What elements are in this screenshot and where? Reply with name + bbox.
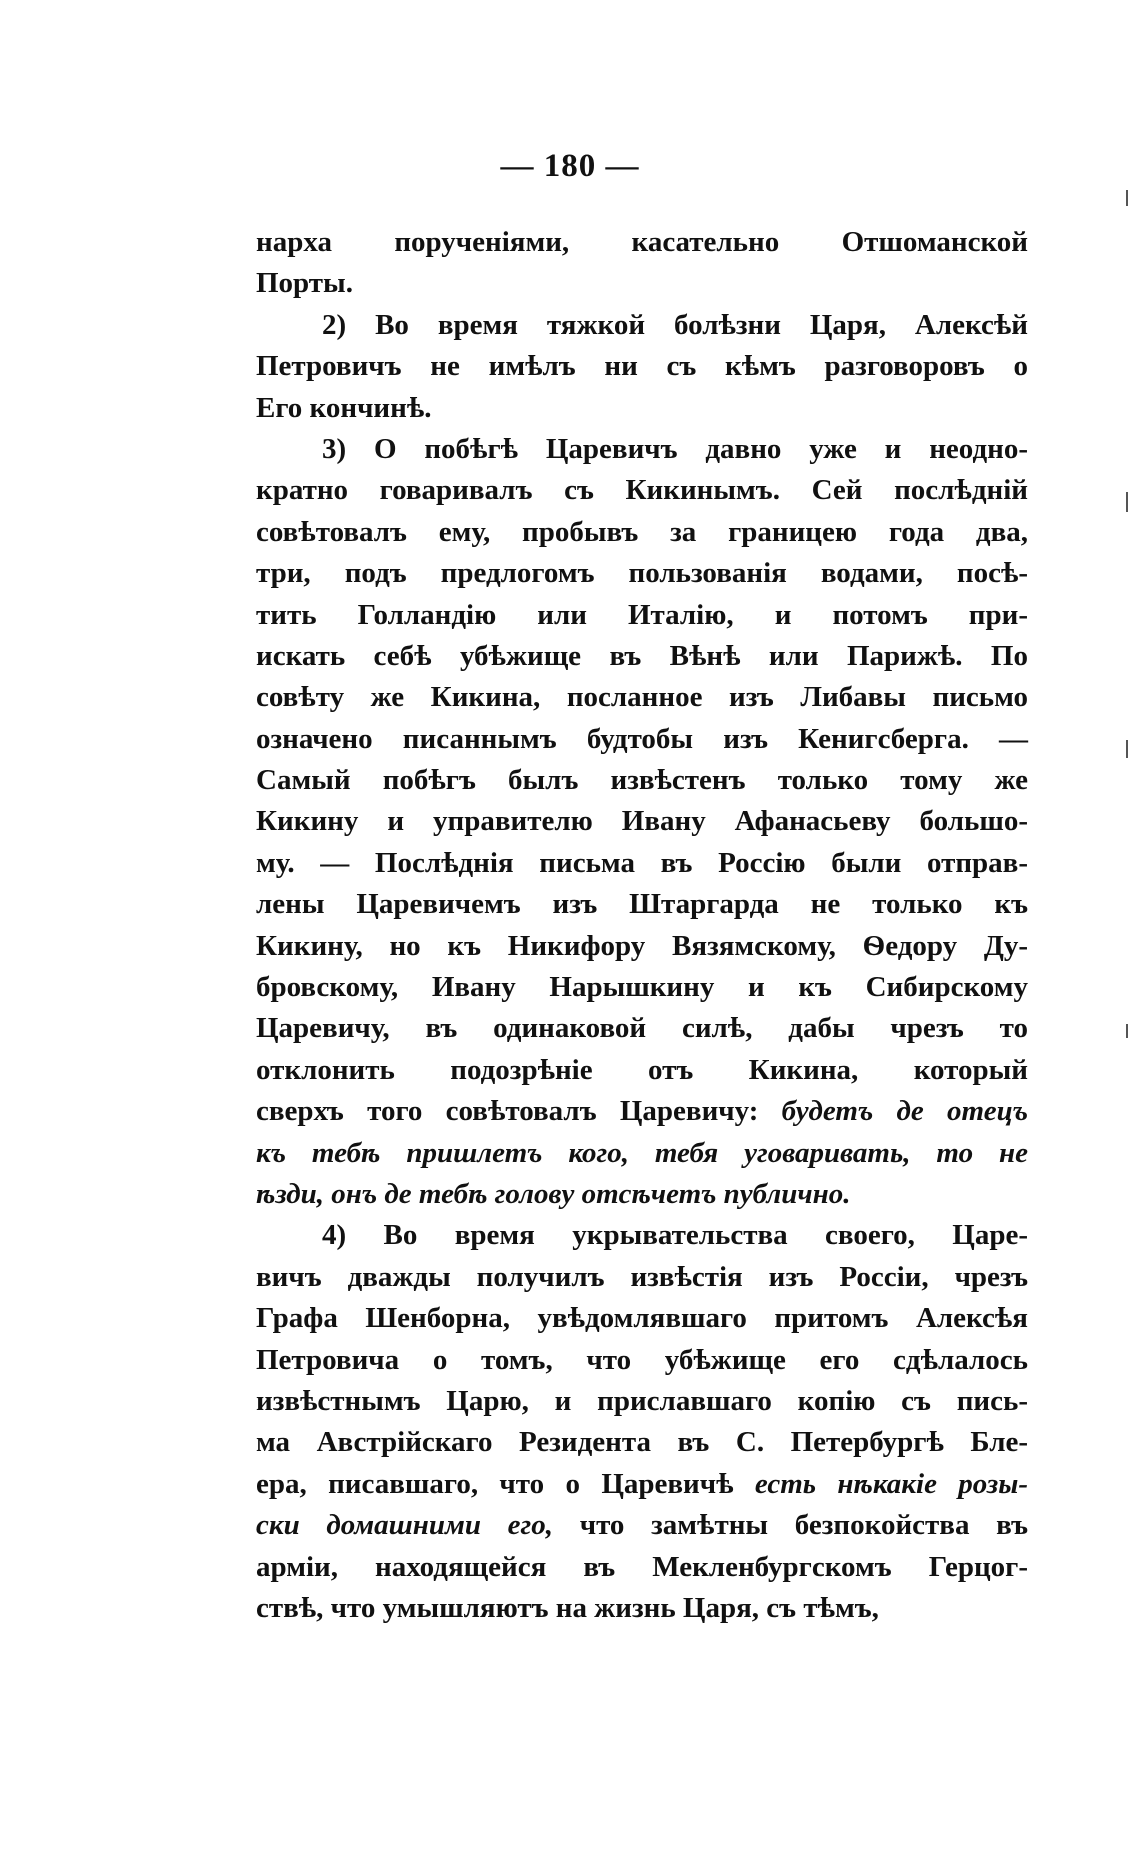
- italic-text: есть нѣкакіе розы-: [754, 1467, 1028, 1500]
- text-line: [256, 1381, 1028, 1422]
- text-run: совѣтовалъ ему, пробывъ за границею года два,: [256, 515, 1028, 548]
- margin-mark: [1126, 1024, 1128, 1038]
- text-run: извѣстнымъ Царю, и приславшаго копію съ пись-: [256, 1384, 1028, 1417]
- italic-text: будетъ де отецъ: [781, 1095, 1028, 1128]
- text-line: [256, 1422, 1028, 1463]
- text-line: [256, 884, 1028, 925]
- text-line: [256, 429, 1028, 470]
- text-line: [256, 1050, 1028, 1091]
- text-run: искать себѣ убѣжище въ Вѣнѣ или Парижѣ. По: [256, 639, 1028, 672]
- text-line: [256, 1464, 1028, 1505]
- text-line: [256, 636, 1028, 677]
- text-line: [256, 512, 1028, 553]
- text-run: вичъ дважды получилъ извѣстія изъ Россіи, чрезъ: [256, 1260, 1028, 1293]
- text-line: [256, 305, 1028, 346]
- text-run: отклонить подозрѣніе отъ Кикина, который: [256, 1053, 1028, 1086]
- margin-mark: [1126, 190, 1128, 206]
- text-line: [256, 470, 1028, 511]
- text-run: совѣту же Кикина, посланное изъ Либавы письмо: [256, 681, 1028, 714]
- text-line: [256, 553, 1028, 594]
- margin-mark: [1126, 492, 1128, 512]
- text-line: [256, 1257, 1028, 1298]
- text-run: тить Голландію или Италію, и потомъ при-: [256, 598, 1028, 631]
- text-line: [256, 388, 1028, 429]
- text-line: [256, 760, 1028, 801]
- text-line: [256, 967, 1028, 1008]
- text-run: арміи, находящейся въ Мекленбургскомъ Герцог-: [256, 1550, 1028, 1583]
- text-run: Петровичъ не имѣлъ ни съ кѣмъ разговоровъ о: [256, 350, 1028, 383]
- text-line: [256, 1215, 1028, 1256]
- italic-text: ски домашними его,: [256, 1509, 553, 1542]
- text-run: 2) Во время тяжкой болѣзни Царя, Алексѣй: [322, 308, 1028, 341]
- text-line: [256, 801, 1028, 842]
- text-run: Его кончинѣ.: [256, 391, 432, 424]
- text-run: означено писаннымъ будтобы изъ Кенигсберга. —: [256, 722, 1028, 755]
- text-line: [256, 1505, 1028, 1546]
- text-run: три, подъ предлогомъ пользованія водами, посѣ-: [256, 557, 1028, 590]
- text-line: [256, 595, 1028, 636]
- text-line: [256, 1340, 1028, 1381]
- text-line: [256, 1008, 1028, 1049]
- text-run: Царевичу, въ одинаковой силѣ, дабы чрезъ то: [256, 1012, 1028, 1045]
- text-line: [256, 677, 1028, 718]
- text-run: Самый побѣгъ былъ извѣстенъ только тому же: [256, 764, 1028, 797]
- text-run: ствѣ, что умышляютъ на жизнь Царя, съ тѣмъ,: [256, 1591, 879, 1624]
- text-run: му. — Послѣднія письма въ Россію были отправ-: [256, 846, 1028, 879]
- text-run: сверхъ того совѣтовалъ Царевичу:: [256, 1095, 782, 1128]
- text-line: [256, 1133, 1028, 1174]
- text-line: [256, 1298, 1028, 1339]
- text-run: что замѣтны безпокойства въ: [553, 1509, 1029, 1542]
- text-line: [256, 346, 1028, 387]
- text-run: кратно говаривалъ съ Кикинымъ. Сей послѣдній: [256, 474, 1028, 507]
- text-run: Порты.: [256, 267, 353, 300]
- italic-text: ѣзди, онъ де тебѣ голову отсѣчетъ публично.: [256, 1177, 851, 1210]
- text-run: нарха порученіями, касательно Отшоманской: [256, 226, 1028, 258]
- text-line: [256, 1091, 1028, 1132]
- text-run: 4) Во время укрывательства своего, Царе-: [322, 1219, 1028, 1252]
- margin-mark: [1126, 740, 1128, 758]
- text-run: Петровича о томъ, что убѣжище его сдѣлалось: [256, 1343, 1028, 1376]
- text-line: [256, 719, 1028, 760]
- text-run: лены Царевичемъ изъ Штаргарда не только къ: [256, 888, 1028, 921]
- text-run: 3) О побѣгѣ Царевичъ давно уже и неодно-: [322, 432, 1028, 465]
- text-run: ма Австрійскаго Резидента въ С. Петербургѣ Бле-: [256, 1426, 1028, 1459]
- text-line: [256, 926, 1028, 967]
- text-line: [256, 222, 1028, 263]
- text-line: [256, 1588, 1028, 1629]
- page-number: — 180 —: [500, 148, 640, 184]
- body-text: [256, 222, 1028, 1629]
- text-line: [256, 1547, 1028, 1588]
- text-line: [256, 1174, 1028, 1215]
- text-run: Графа Шенборна, увѣдомлявшаго притомъ Алексѣя: [256, 1302, 1028, 1335]
- text-run: Кикину, но къ Никифору Вязямскому, Ѳедору Ду-: [256, 929, 1028, 962]
- text-line: [256, 263, 1028, 304]
- text-run: бровскому, Ивану Нарышкину и къ Сибирскому: [256, 971, 1028, 1004]
- text-line: [256, 843, 1028, 884]
- text-run: Кикину и управителю Ивану Афанасьеву большо-: [256, 805, 1028, 838]
- text-run: ера, писавшаго, что о Царевичѣ: [256, 1467, 755, 1500]
- italic-text: къ тебѣ пришлетъ кого, тебя уговаривать, то не: [256, 1136, 1028, 1169]
